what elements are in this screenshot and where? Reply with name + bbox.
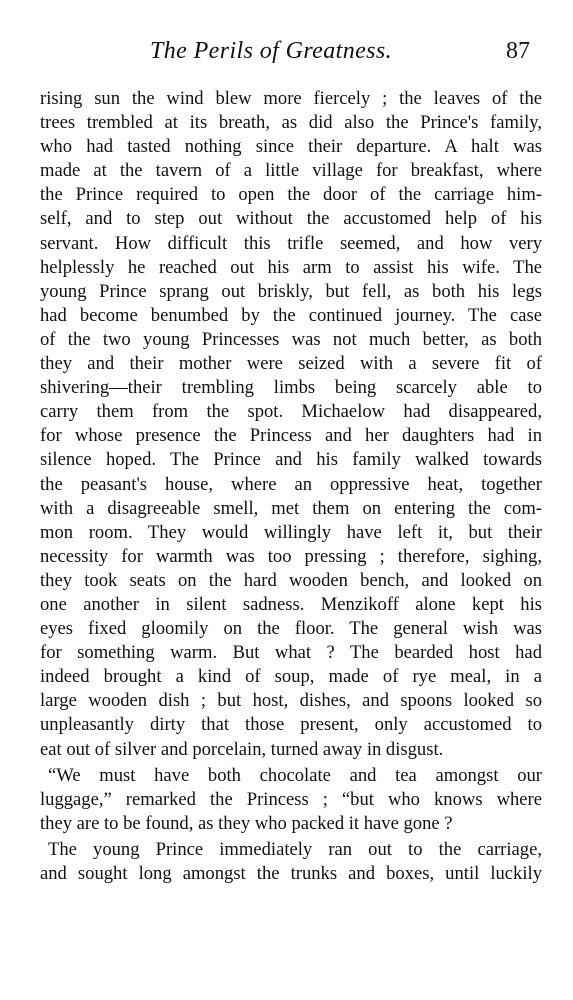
text-line: servant. How difficult this trifle seemed, and how very: [40, 232, 542, 254]
text-line: eat out of silver and porcelain, turned away in disgust.: [40, 738, 444, 760]
text-line: they are to be found, as they who packed it have gone ?: [40, 812, 453, 834]
text-line: had become benumbed by the continued journey. The case: [40, 304, 542, 326]
paragraph: [40, 87, 542, 762]
text-line: of the two young Princesses was not much better, as both: [40, 328, 542, 350]
text-line: for something warm. But what ? The bearded host had: [40, 642, 542, 664]
text-line: self, and to step out without the accustomed help of his: [40, 208, 542, 230]
text-line: large wooden dish ; but host, dishes, and spoons looked so: [40, 690, 542, 712]
text-line: “We must have both chocolate and tea amongst our: [48, 764, 542, 786]
text-line: helplessly he reached out his arm to assist his wife. The: [40, 256, 542, 278]
text-line: shivering—their trembling limbs being scarcely able to: [40, 377, 542, 399]
text-line: the peasant's house, where an oppressive heat, together: [40, 473, 542, 495]
paragraph: [40, 838, 542, 886]
text-line: luggage,” remarked the Princess ; “but who knows where: [40, 788, 542, 810]
text-line: one another in silent sadness. Menzikoff alone kept his: [40, 593, 542, 615]
text-line: eyes fixed gloomily on the floor. The general wish was: [40, 618, 542, 640]
text-line: indeed brought a kind of soup, made of rye meal, in a: [40, 666, 542, 688]
text-line: they and their mother were seized with a severe fit of: [40, 353, 542, 375]
text-line: the Prince required to open the door of the carriage him-: [40, 184, 542, 206]
text-line: with a disagreeable smell, met them on entering the com-: [40, 497, 542, 519]
text-line: and sought long amongst the trunks and boxes, until luckily: [40, 863, 542, 884]
text-line: young Prince sprang out briskly, but fell, as both his legs: [40, 280, 542, 302]
text-line: rising sun the wind blew more fiercely ; the leaves of the: [40, 88, 542, 109]
text-line: made at the tavern of a little village for breakfast, where: [40, 160, 542, 182]
text-line: necessity for warmth was too pressing ; therefore, sighing,: [40, 545, 542, 567]
text-line: The young Prince immediately ran out to the carriage,: [48, 838, 542, 860]
text-line: they took seats on the hard wooden bench, and looked on: [40, 569, 542, 591]
text-line: for whose presence the Princess and her daughters had in: [40, 425, 542, 447]
page-number: 87: [506, 38, 530, 64]
text-line: unpleasantly dirty that those present, only accustomed to: [40, 714, 542, 736]
text-line: mon room. They would willingly have left it, but their: [40, 521, 542, 543]
body-text: [40, 87, 542, 886]
running-title: The Perils of Greatness.: [150, 38, 393, 64]
text-line: trees trembled at its breath, as did also the Prince's family,: [40, 112, 542, 134]
paragraph: [40, 764, 542, 836]
text-line: who had tasted nothing since their departure. A halt was: [40, 136, 542, 158]
page-header: [0, 38, 573, 74]
text-line: silence hoped. The Prince and his family walked towards: [40, 449, 542, 471]
text-line: carry them from the spot. Michaelow had disappeared,: [40, 401, 542, 423]
